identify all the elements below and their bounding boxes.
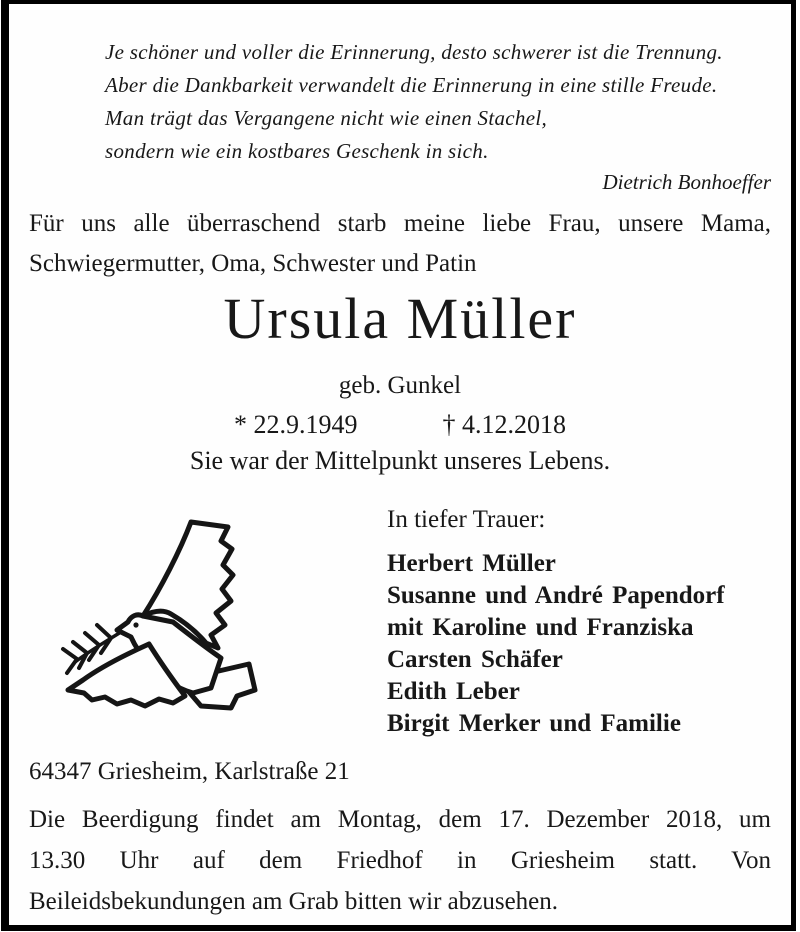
dove-icon bbox=[39, 496, 359, 736]
quote-line: Aber die Dankbarkeit verwandelt die Erinnerung in eine stille Freude. bbox=[105, 73, 718, 97]
birth-date: * 22.9.1949 bbox=[234, 410, 358, 439]
quote-attribution: Dietrich Bonhoeffer bbox=[602, 170, 771, 194]
maiden-name: geb. Gunkel bbox=[338, 372, 462, 399]
mourners-column bbox=[387, 496, 725, 740]
funeral-line: 13.30 Uhr auf dem Friedhof in Griesheim statt. Von bbox=[29, 847, 771, 874]
mourner-name: Edith Leber bbox=[387, 678, 520, 705]
intro-text bbox=[29, 204, 771, 284]
mourner-name: Birgit Merker und Familie bbox=[387, 710, 681, 737]
mourners-list bbox=[387, 548, 725, 740]
intro-line: Für uns alle überraschend starb meine liebe Frau, unsere Mama, bbox=[29, 210, 771, 237]
address-line: 64347 Griesheim, Karlstraße 21 bbox=[29, 758, 350, 785]
memorial-quote bbox=[105, 36, 771, 168]
funeral-line: Die Beerdigung findet am Montag, dem 17. Dezember 2018, um bbox=[29, 806, 771, 833]
deceased-name: Ursula Müller bbox=[223, 286, 577, 351]
obituary-notice bbox=[1, 0, 796, 931]
mourner-name: mit Karoline und Franziska bbox=[387, 614, 694, 641]
mourner-name: Susanne und André Papendorf bbox=[387, 582, 725, 609]
quote-line: Man trägt das Vergangene nicht wie einen Stachel, bbox=[105, 106, 548, 130]
mourner-name: Carsten Schäfer bbox=[387, 646, 563, 673]
life-dates bbox=[29, 408, 771, 442]
quote-line: Je schöner und voller die Erinnerung, desto schwerer ist die Trennung. bbox=[105, 40, 723, 64]
funeral-info bbox=[29, 799, 771, 922]
mourner-name: Herbert Müller bbox=[387, 550, 556, 577]
quote-line: sondern wie ein kostbares Geschenk in sich. bbox=[105, 139, 489, 163]
mourning-heading: In tiefer Trauer: bbox=[387, 506, 546, 533]
funeral-line: Beileidsbekundungen am Grab bitten wir abzusehen. bbox=[29, 888, 559, 915]
death-date: † 4.12.2018 bbox=[442, 410, 566, 439]
epitaph: Sie war der Mittelpunkt unseres Lebens. bbox=[189, 446, 611, 475]
intro-line: Schwiegermutter, Oma, Schwester und Patin bbox=[29, 250, 477, 277]
mourning-section bbox=[39, 496, 771, 740]
